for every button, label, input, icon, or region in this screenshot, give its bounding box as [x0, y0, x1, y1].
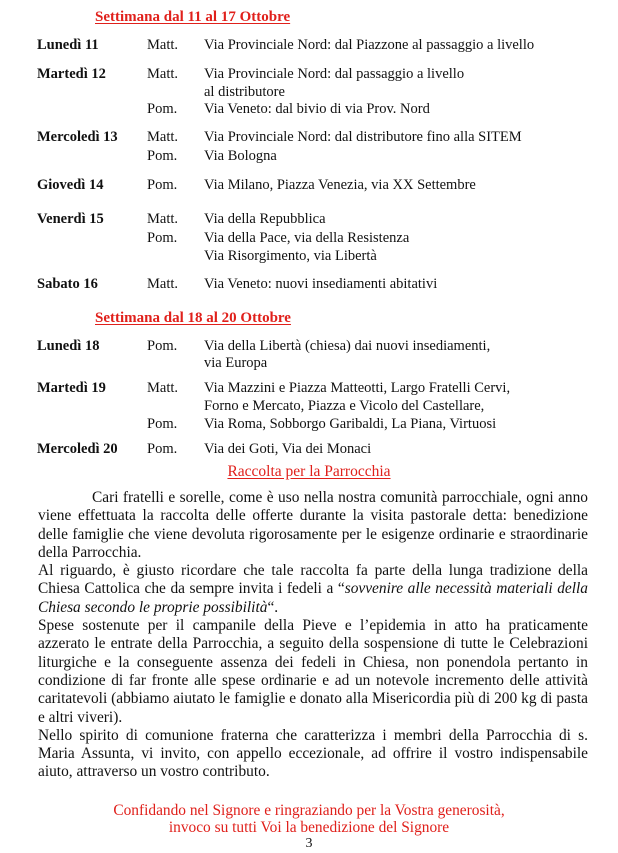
collection-body: [38, 489, 588, 782]
quote-text: sovvenire alle necessità materiali della Chiesa secondo le proprie possibilità: [38, 580, 588, 616]
time-label: Pom.: [147, 177, 178, 193]
collection-paragraph: [38, 562, 588, 617]
street-text: Via Provinciale Nord: dal Piazzone al passaggio a livello: [204, 37, 535, 53]
street-text: Via Risorgimento, via Libertà: [204, 248, 377, 264]
day-label: Venerdì 15: [37, 211, 104, 227]
street-text: Via Veneto: dal bivio di via Prov. Nord: [204, 101, 430, 117]
day-label: Lunedì 18: [37, 338, 100, 354]
street-text: Via della Pace, via della Resistenza: [204, 230, 410, 246]
street-text: Via Veneto: nuovi insediamenti abitativi: [204, 276, 438, 292]
time-label: Pom.: [147, 441, 178, 457]
paragraph-text: Nello spirito di comunione fraterna che caratterizza i membri della Parrocchia di s. Maria Assunta, vi invito, con appello eccezionale, ad offrire il vostro indispensabile aiuto, attraverso un vostro contributo.: [38, 726, 588, 781]
street-text: Via Provinciale Nord: dal passaggio a livello: [204, 66, 465, 82]
time-label: Pom.: [147, 148, 178, 164]
collection-paragraph: [38, 617, 588, 727]
street-text: al distributore: [204, 84, 285, 100]
week-1-title: Settimana dal 11 al 17 Ottobre: [95, 9, 291, 25]
week-2-title: Settimana dal 18 al 20 Ottobre: [95, 310, 291, 326]
closing-blessing: [0, 802, 618, 836]
street-text: Via Milano, Piazza Venezia, via XX Settembre: [204, 177, 476, 193]
paragraph-text: Cari fratelli e sorelle, come è uso nella nostra comunità parrocchiale, ogni anno viene effettuata la raccolta delle offerte durante la visita pastorale detta: benedizione delle famiglie che viene devoluta rigorosamente per le esigenze ordinarie e straordinarie della Parrocchia.: [38, 489, 588, 561]
day-label: Mercoledì 13: [37, 129, 118, 145]
page-number: 3: [305, 836, 313, 851]
day-label: Sabato 16: [37, 276, 98, 292]
street-text: Via della Libertà (chiesa) dai nuovi insediamenti,: [204, 338, 491, 354]
time-label: Matt.: [147, 276, 179, 292]
time-label: Pom.: [147, 230, 178, 246]
paragraph-text: “.: [267, 598, 279, 616]
street-text: Via Provinciale Nord: dal distributore fino alla SITEM: [204, 129, 522, 145]
street-text: Forno e Mercato, Piazza e Vicolo del Castellare,: [204, 398, 485, 414]
time-label: Pom.: [147, 416, 178, 432]
day-label: Lunedì 11: [37, 37, 99, 53]
day-label: Martedì 12: [37, 66, 106, 82]
time-label: Pom.: [147, 338, 178, 354]
paragraph-text: Al riguardo, è giusto ricordare che tale raccolta fa parte della lunga tradizione della Chiesa Cattolica che da sempre invita i fedeli a “: [38, 562, 588, 598]
day-label: Martedì 19: [37, 380, 106, 396]
time-label: Matt.: [147, 211, 179, 227]
street-text: Via Mazzini e Piazza Matteotti, Largo Fratelli Cervi,: [204, 380, 511, 396]
time-label: Matt.: [147, 66, 179, 82]
paragraph-text: Spese sostenute per il campanile della Pieve e l’epidemia in atto ha praticamente azzerato le entrate della Parrocchia, a seguito della sospensione di tutte le Celebrazioni liturgiche e la conseguente assenza dei fedeli in Chiesa, non ponendola pertanto in condizione di far fronte alle spese ordinarie e ad un notevole incremento delle attività caritatevoli (abbiamo aiutato le famiglie e donato alla Misericordia più di 200 kg di pasta e altri viveri).: [38, 617, 588, 726]
street-text: Via Roma, Sobborgo Garibaldi, La Piana, Virtuosi: [204, 416, 497, 432]
day-label: Mercoledì 20: [37, 441, 118, 457]
collection-title: Raccolta per la Parrocchia: [227, 463, 391, 480]
time-label: Pom.: [147, 101, 178, 117]
street-text: Via della Repubblica: [204, 211, 326, 227]
street-text: Via dei Goti, Via dei Monaci: [204, 441, 372, 457]
street-text: Via Bologna: [204, 148, 277, 164]
collection-paragraph: [38, 489, 588, 562]
closing-line: invoco su tutti Voi la benedizione del Signore: [168, 819, 450, 836]
collection-paragraph: [38, 727, 588, 782]
closing-line: Confidando nel Signore e ringraziando per la Vostra generosità,: [113, 802, 505, 819]
day-label: Giovedì 14: [37, 177, 104, 193]
time-label: Matt.: [147, 37, 179, 53]
street-text: via Europa: [204, 355, 268, 371]
time-label: Matt.: [147, 380, 179, 396]
time-label: Matt.: [147, 129, 179, 145]
